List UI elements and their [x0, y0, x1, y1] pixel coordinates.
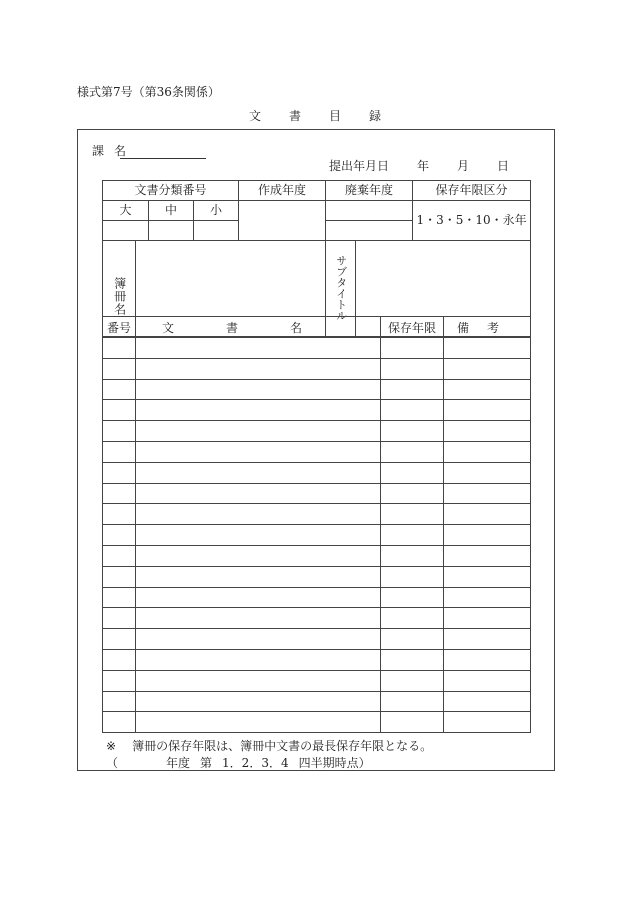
remarks-cell[interactable]: [444, 608, 531, 629]
document-name-cell[interactable]: [136, 483, 381, 504]
number-cell[interactable]: [103, 712, 136, 733]
created-year-header: 作成年度: [239, 181, 326, 201]
document-name-cell[interactable]: [136, 400, 381, 421]
table-row: [103, 379, 531, 400]
medium-class-field[interactable]: [149, 221, 194, 241]
remarks-cell[interactable]: [444, 649, 531, 670]
ledger-name-label: 簿冊名: [103, 241, 136, 337]
document-name-cell[interactable]: [136, 441, 381, 462]
number-cell[interactable]: [103, 400, 136, 421]
number-column-header: 番号: [103, 317, 136, 338]
retention-cell[interactable]: [381, 649, 444, 670]
retention-cell[interactable]: [381, 608, 444, 629]
number-cell[interactable]: [103, 649, 136, 670]
table-row: [103, 691, 531, 712]
document-name-cell[interactable]: [136, 608, 381, 629]
number-cell[interactable]: [103, 441, 136, 462]
submission-date: [329, 160, 509, 172]
table-row: [103, 608, 531, 629]
retention-cell[interactable]: [381, 712, 444, 733]
table-row: [103, 400, 531, 421]
number-cell[interactable]: [103, 483, 136, 504]
small-class-header: 小: [194, 201, 239, 221]
remarks-cell[interactable]: [444, 483, 531, 504]
footnote: [106, 740, 432, 752]
retention-cell[interactable]: [381, 441, 444, 462]
table-row: [103, 649, 531, 670]
retention-cell[interactable]: [381, 525, 444, 546]
number-cell[interactable]: [103, 608, 136, 629]
remarks-cell[interactable]: [444, 400, 531, 421]
retention-cell[interactable]: [381, 379, 444, 400]
period-quarters[interactable]: 1．2．3．4: [222, 756, 289, 770]
footnote-mark: ※: [106, 739, 117, 753]
number-cell[interactable]: [103, 504, 136, 525]
number-cell[interactable]: [103, 525, 136, 546]
remarks-column-header: 備考: [444, 317, 531, 338]
remarks-cell[interactable]: [444, 629, 531, 650]
table-row: [103, 441, 531, 462]
document-name-cell[interactable]: [136, 545, 381, 566]
table-row: [103, 421, 531, 442]
document-name-cell[interactable]: [136, 338, 381, 359]
retention-cell[interactable]: [381, 691, 444, 712]
number-cell[interactable]: [103, 670, 136, 691]
table-row: [103, 545, 531, 566]
document-name-cell[interactable]: [136, 587, 381, 608]
table-row: [103, 566, 531, 587]
document-name-cell[interactable]: [136, 629, 381, 650]
remarks-cell[interactable]: [444, 379, 531, 400]
table-row: [103, 629, 531, 650]
number-cell[interactable]: [103, 358, 136, 379]
header-table: [102, 180, 531, 337]
document-name-cell[interactable]: [136, 421, 381, 442]
remarks-cell[interactable]: [444, 670, 531, 691]
medium-class-header: 中: [149, 201, 194, 221]
document-name-cell[interactable]: [136, 649, 381, 670]
created-year-field[interactable]: [239, 201, 326, 241]
document-name-cell[interactable]: [136, 379, 381, 400]
section-name-underline[interactable]: [120, 158, 206, 159]
period-line: [106, 757, 371, 769]
period-ordinal: 第: [200, 756, 213, 770]
retention-cell[interactable]: [381, 421, 444, 442]
document-name-column-header: 文書名: [136, 317, 381, 338]
retention-cell[interactable]: [381, 566, 444, 587]
retention-cell[interactable]: [381, 629, 444, 650]
disposal-year-header: 廃棄年度: [326, 181, 413, 201]
disposal-year-field-lower[interactable]: [326, 221, 413, 241]
footnote-text: 簿冊の保存年限は、簿冊中文書の最長保存年限となる。: [132, 739, 433, 753]
document-list-table: [102, 316, 531, 733]
table-row: [103, 483, 531, 504]
disposal-year-field[interactable]: [326, 201, 413, 221]
number-cell[interactable]: [103, 421, 136, 442]
remarks-cell[interactable]: [444, 441, 531, 462]
number-cell[interactable]: [103, 691, 136, 712]
remarks-cell[interactable]: [444, 421, 531, 442]
number-cell[interactable]: [103, 566, 136, 587]
document-name-cell[interactable]: [136, 712, 381, 733]
remarks-cell[interactable]: [444, 566, 531, 587]
remarks-cell[interactable]: [444, 691, 531, 712]
period-suffix: 四半期時点）: [298, 756, 371, 770]
remarks-cell[interactable]: [444, 504, 531, 525]
number-cell[interactable]: [103, 379, 136, 400]
retention-cell[interactable]: [381, 587, 444, 608]
document-name-cell[interactable]: [136, 525, 381, 546]
period-year-label: 年度: [166, 756, 191, 770]
retention-cell[interactable]: [381, 462, 444, 483]
submission-year-label: 年: [417, 159, 430, 173]
number-cell[interactable]: [103, 629, 136, 650]
period-open: （: [106, 756, 119, 770]
form-id: 様式第7号（第36条関係）: [77, 85, 220, 99]
retention-cell[interactable]: [381, 545, 444, 566]
remarks-cell[interactable]: [444, 462, 531, 483]
document-title: 文書目録: [249, 109, 410, 123]
classification-number-header: 文書分類番号: [103, 181, 239, 201]
number-cell[interactable]: [103, 462, 136, 483]
table-row: [103, 587, 531, 608]
submission-day-label: 日: [497, 159, 510, 173]
small-class-field[interactable]: [194, 221, 239, 241]
table-row: [103, 338, 531, 359]
retention-cell[interactable]: [381, 400, 444, 421]
document-name-cell[interactable]: [136, 691, 381, 712]
large-class-field[interactable]: [103, 221, 149, 241]
number-cell[interactable]: [103, 338, 136, 359]
retention-cell[interactable]: [381, 670, 444, 691]
subtitle-label: サブタイトル: [326, 241, 356, 337]
number-cell[interactable]: [103, 587, 136, 608]
remarks-cell[interactable]: [444, 358, 531, 379]
table-row: [103, 504, 531, 525]
remarks-cell[interactable]: [444, 525, 531, 546]
retention-cell[interactable]: [381, 483, 444, 504]
table-row: [103, 358, 531, 379]
retention-cell[interactable]: [381, 338, 444, 359]
retention-class-header: 保存年限区分: [413, 181, 531, 201]
table-row: [103, 462, 531, 483]
remarks-cell[interactable]: [444, 545, 531, 566]
section-label: 課名: [92, 144, 137, 158]
table-row: [103, 525, 531, 546]
document-name-cell[interactable]: [136, 566, 381, 587]
remarks-cell[interactable]: [444, 712, 531, 733]
submission-date-label: 提出年月日: [329, 159, 390, 173]
document-name-cell[interactable]: [136, 462, 381, 483]
submission-month-label: 月: [457, 159, 470, 173]
large-class-header: 大: [103, 201, 149, 221]
retention-class-options[interactable]: 1・3・5・10・永年: [413, 201, 531, 241]
remarks-cell[interactable]: [444, 587, 531, 608]
table-row: [103, 670, 531, 691]
retention-column-header: 保存年限: [381, 317, 444, 338]
document-name-cell[interactable]: [136, 358, 381, 379]
document-name-cell[interactable]: [136, 670, 381, 691]
document-name-cell[interactable]: [136, 504, 381, 525]
number-cell[interactable]: [103, 545, 136, 566]
retention-cell[interactable]: [381, 358, 444, 379]
retention-cell[interactable]: [381, 504, 444, 525]
table-row: [103, 712, 531, 733]
remarks-cell[interactable]: [444, 338, 531, 359]
